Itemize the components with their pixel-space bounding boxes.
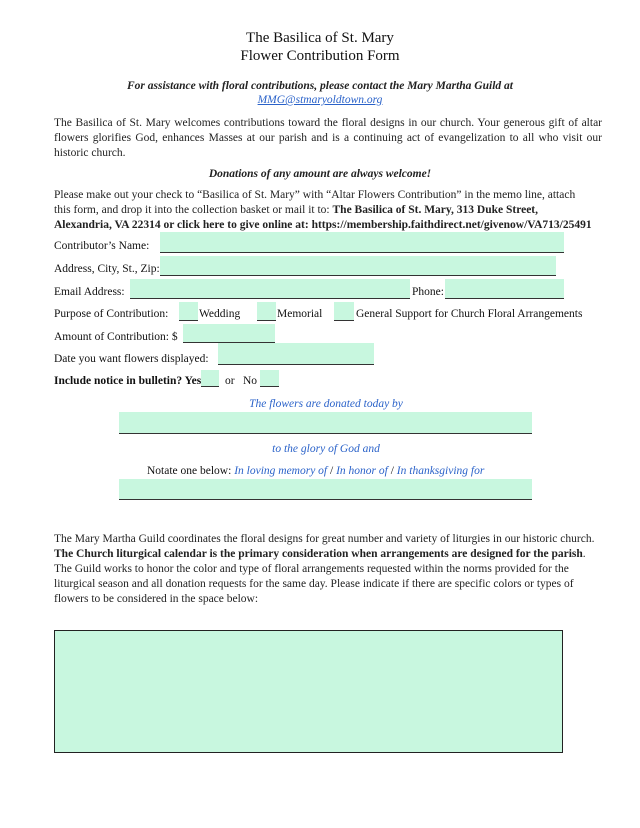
date-field[interactable] xyxy=(218,343,374,365)
check-instructions-line2 xyxy=(54,203,614,218)
online-giving-link[interactable]: or click here to give online at: https://membership.faithdirect.net/givenow/VA713/25491 xyxy=(163,219,592,231)
guild-bold-end: . xyxy=(582,548,586,560)
bulletin-no-checkbox[interactable] xyxy=(260,370,279,387)
guild-line1: The Mary Martha Guild coordinates the floral designs for great number and variety of liturgies in our historic church. xyxy=(54,533,595,545)
donations-welcome: Donations of any amount are always welcome! xyxy=(208,168,432,180)
bulletin-no-label: No xyxy=(243,375,258,387)
purpose-memorial-label: Memorial xyxy=(277,308,323,320)
contributor-name-label: Contributor’s Name: xyxy=(54,240,150,252)
guild-bold-text: The Church liturgical calendar is the primary consideration when arrangements are designed for the parish xyxy=(54,548,583,560)
form-title-line1: The Basilica of St. Mary xyxy=(246,30,394,46)
guild-rest: The Guild works to honor the color and type of floral arrangements requested within the norms provided for the liturgical season and all donation requests for the same day. Please indicate if there are specific colors or types of flowers to be considered in the space below: xyxy=(54,563,574,605)
check-instructions-line3 xyxy=(54,218,614,233)
purpose-general-checkbox[interactable] xyxy=(334,302,354,321)
donor-name-field[interactable] xyxy=(119,412,532,434)
notate-sep-2: / xyxy=(390,465,394,477)
address-field[interactable] xyxy=(160,256,556,276)
purpose-memorial-checkbox[interactable] xyxy=(257,302,276,321)
notate-thanksgiving: In thanksgiving for xyxy=(396,465,485,477)
guild-paragraph xyxy=(54,532,606,607)
flowers-donated-by: The flowers are donated today by xyxy=(249,398,403,410)
form-title-line2: Flower Contribution Form xyxy=(240,48,400,64)
intro-paragraph: The Basilica of St. Mary welcomes contributions toward the floral designs in our church. Your generous gift of altar flowers glorifies God, enhances Masses at our parish and is a continuing act of evangelization to all who visit our historic church. xyxy=(54,117,602,159)
city-zip: Alexandria, VA 22314 xyxy=(54,219,164,231)
notate-line xyxy=(147,465,484,477)
bulletin-question: Include notice in bulletin? Yes xyxy=(54,375,202,387)
check-instructions-line1: Please make out your check to “Basilica of St. Mary” with “Altar Flowers Contribution” in the memo line, attach xyxy=(54,189,576,201)
purpose-label: Purpose of Contribution: xyxy=(54,308,169,320)
notate-honor-of: In honor of xyxy=(336,465,388,477)
bulletin-or: or xyxy=(225,375,235,387)
check-line2-text: this form, and drop it into the collection basket or mail it to: xyxy=(54,204,333,216)
purpose-wedding-checkbox[interactable] xyxy=(179,302,198,321)
amount-field[interactable] xyxy=(183,324,275,343)
guild-email-link[interactable]: MMG@stmaryoldtown.org xyxy=(257,94,383,106)
bulletin-label xyxy=(54,375,201,387)
contributor-name-field[interactable] xyxy=(160,232,564,253)
phone-field[interactable] xyxy=(445,279,564,299)
bulletin-yes-checkbox[interactable] xyxy=(201,370,219,387)
glory-of-god: to the glory of God and xyxy=(272,443,380,455)
date-label: Date you want flowers displayed: xyxy=(54,353,209,365)
notate-sep-1: / xyxy=(330,465,334,477)
email-label: Email Address: xyxy=(54,286,125,298)
email-field[interactable] xyxy=(130,279,410,299)
mailing-address: The Basilica of St. Mary, 313 Duke Street, xyxy=(332,204,539,216)
assistance-note: For assistance with floral contributions, please contact the Mary Martha Guild at xyxy=(127,80,513,92)
notate-label: Notate one below: xyxy=(147,465,235,477)
purpose-general-label: General Support for Church Floral Arrangements xyxy=(356,308,583,320)
purpose-wedding-label: Wedding xyxy=(199,308,241,320)
phone-label: Phone: xyxy=(412,286,444,298)
notation-field[interactable] xyxy=(119,479,532,500)
flower-preferences-box[interactable] xyxy=(54,630,563,753)
guild-bold-line xyxy=(54,547,606,562)
notate-loving-memory: In loving memory of xyxy=(234,465,328,477)
check-instructions xyxy=(54,188,614,233)
address-label: Address, City, St., Zip: xyxy=(54,263,160,275)
amount-label: Amount of Contribution: $ xyxy=(54,331,178,343)
